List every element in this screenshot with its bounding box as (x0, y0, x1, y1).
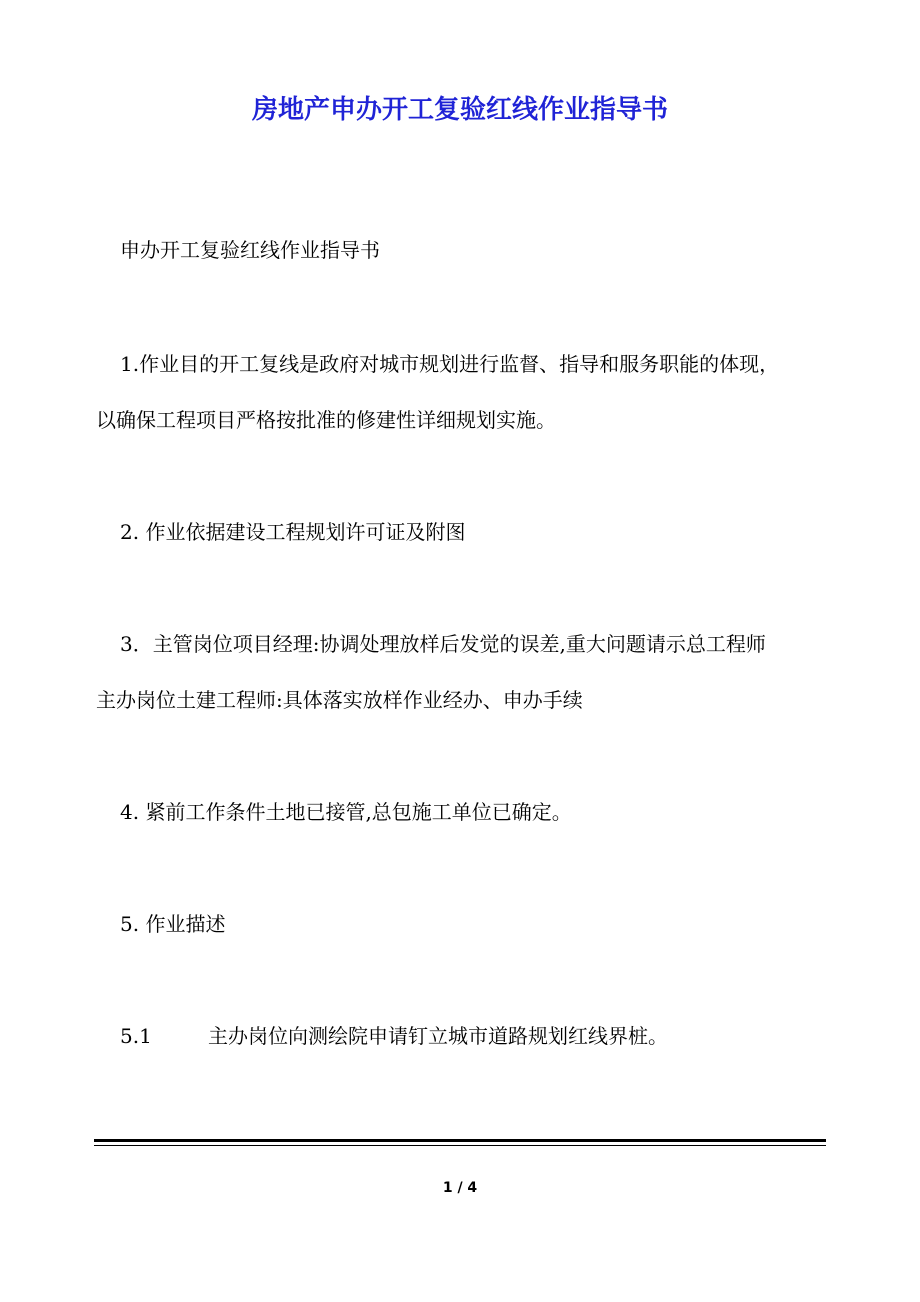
section-5-1-number: 5.1 (120, 1024, 152, 1048)
section-5-1 (96, 1008, 850, 1064)
document-title: 房地产申办开工复验红线作业指导书 (251, 95, 668, 125)
footer-divider-thin (94, 1145, 826, 1146)
section-2: 2. 作业依据建设工程规划许可证及附图 (120, 520, 466, 544)
section-5-1-text: 主办岗位向测绘院申请钉立城市道路规划红线界桩。 (208, 1024, 668, 1048)
footer-divider (94, 1139, 826, 1142)
section-4: 4. 紧前工作条件土地已接管,总包施工单位已确定。 (120, 800, 572, 824)
section-1-line-1: 1.作业目的开工复线是政府对城市规划进行监督、指导和服务职能的体现， (120, 352, 780, 376)
section-3-line-1: 3．主管岗位项目经理:协调处理放样后发觉的误差,重大问题请示总工程师 (120, 632, 766, 656)
section-5: 5. 作业描述 (120, 912, 226, 936)
page-number: 1 / 4 (442, 1180, 478, 1196)
document-subtitle: 申办开工复验红线作业指导书 (120, 238, 380, 262)
section-1-line-2: 以确保工程项目严格按批准的修建性详细规划实施。 (96, 408, 556, 432)
section-3-line-2: 主办岗位土建工程师:具体落实放样作业经办、申办手续 (96, 688, 583, 712)
